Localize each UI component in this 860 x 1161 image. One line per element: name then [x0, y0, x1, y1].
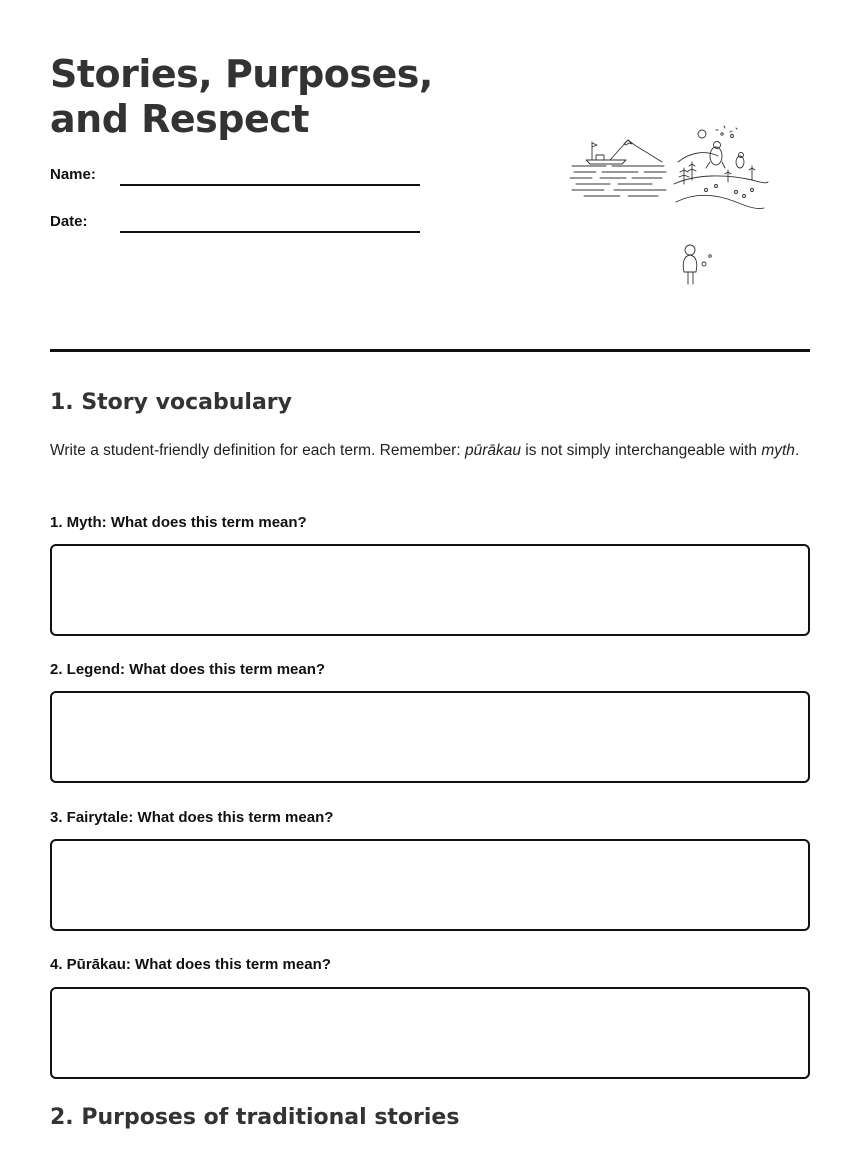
question-label-purakau: 4. Pūrākau: What does this term mean? [50, 956, 331, 973]
name-field-row [50, 166, 430, 190]
page-title: Stories, Purposes, and Respect [50, 52, 433, 141]
date-label: Date: [50, 213, 88, 230]
intro-text-3: . [794, 442, 800, 459]
date-field[interactable] [120, 231, 420, 233]
section-heading-story-vocabulary: 1. Story vocabulary [50, 390, 292, 415]
question-label-myth: 1. Myth: What does this term mean? [50, 514, 307, 531]
answer-box-legend[interactable] [50, 691, 810, 783]
question-label-fairytale: 3. Fairytale: What does this term mean? [50, 809, 334, 826]
intro-term-myth: myth [761, 442, 795, 459]
answer-box-fairytale[interactable] [50, 839, 810, 931]
section-heading-purposes: 2. Purposes of traditional stories [50, 1105, 460, 1130]
answer-box-purakau[interactable] [50, 987, 810, 1079]
name-field[interactable] [120, 184, 420, 186]
name-label: Name: [50, 166, 96, 183]
intro-term-purakau: pūrākau [464, 442, 521, 459]
section-divider [50, 349, 810, 352]
intro-text-1: Write a student-friendly definition for each term. Remember: [50, 442, 465, 459]
section-instructions [50, 438, 810, 464]
date-field-row [50, 213, 430, 237]
landscape-sketch-icon [566, 122, 776, 292]
intro-text-2: is not simply interchangeable with [520, 442, 762, 459]
question-label-legend: 2. Legend: What does this term mean? [50, 661, 326, 678]
answer-box-myth[interactable] [50, 544, 810, 636]
